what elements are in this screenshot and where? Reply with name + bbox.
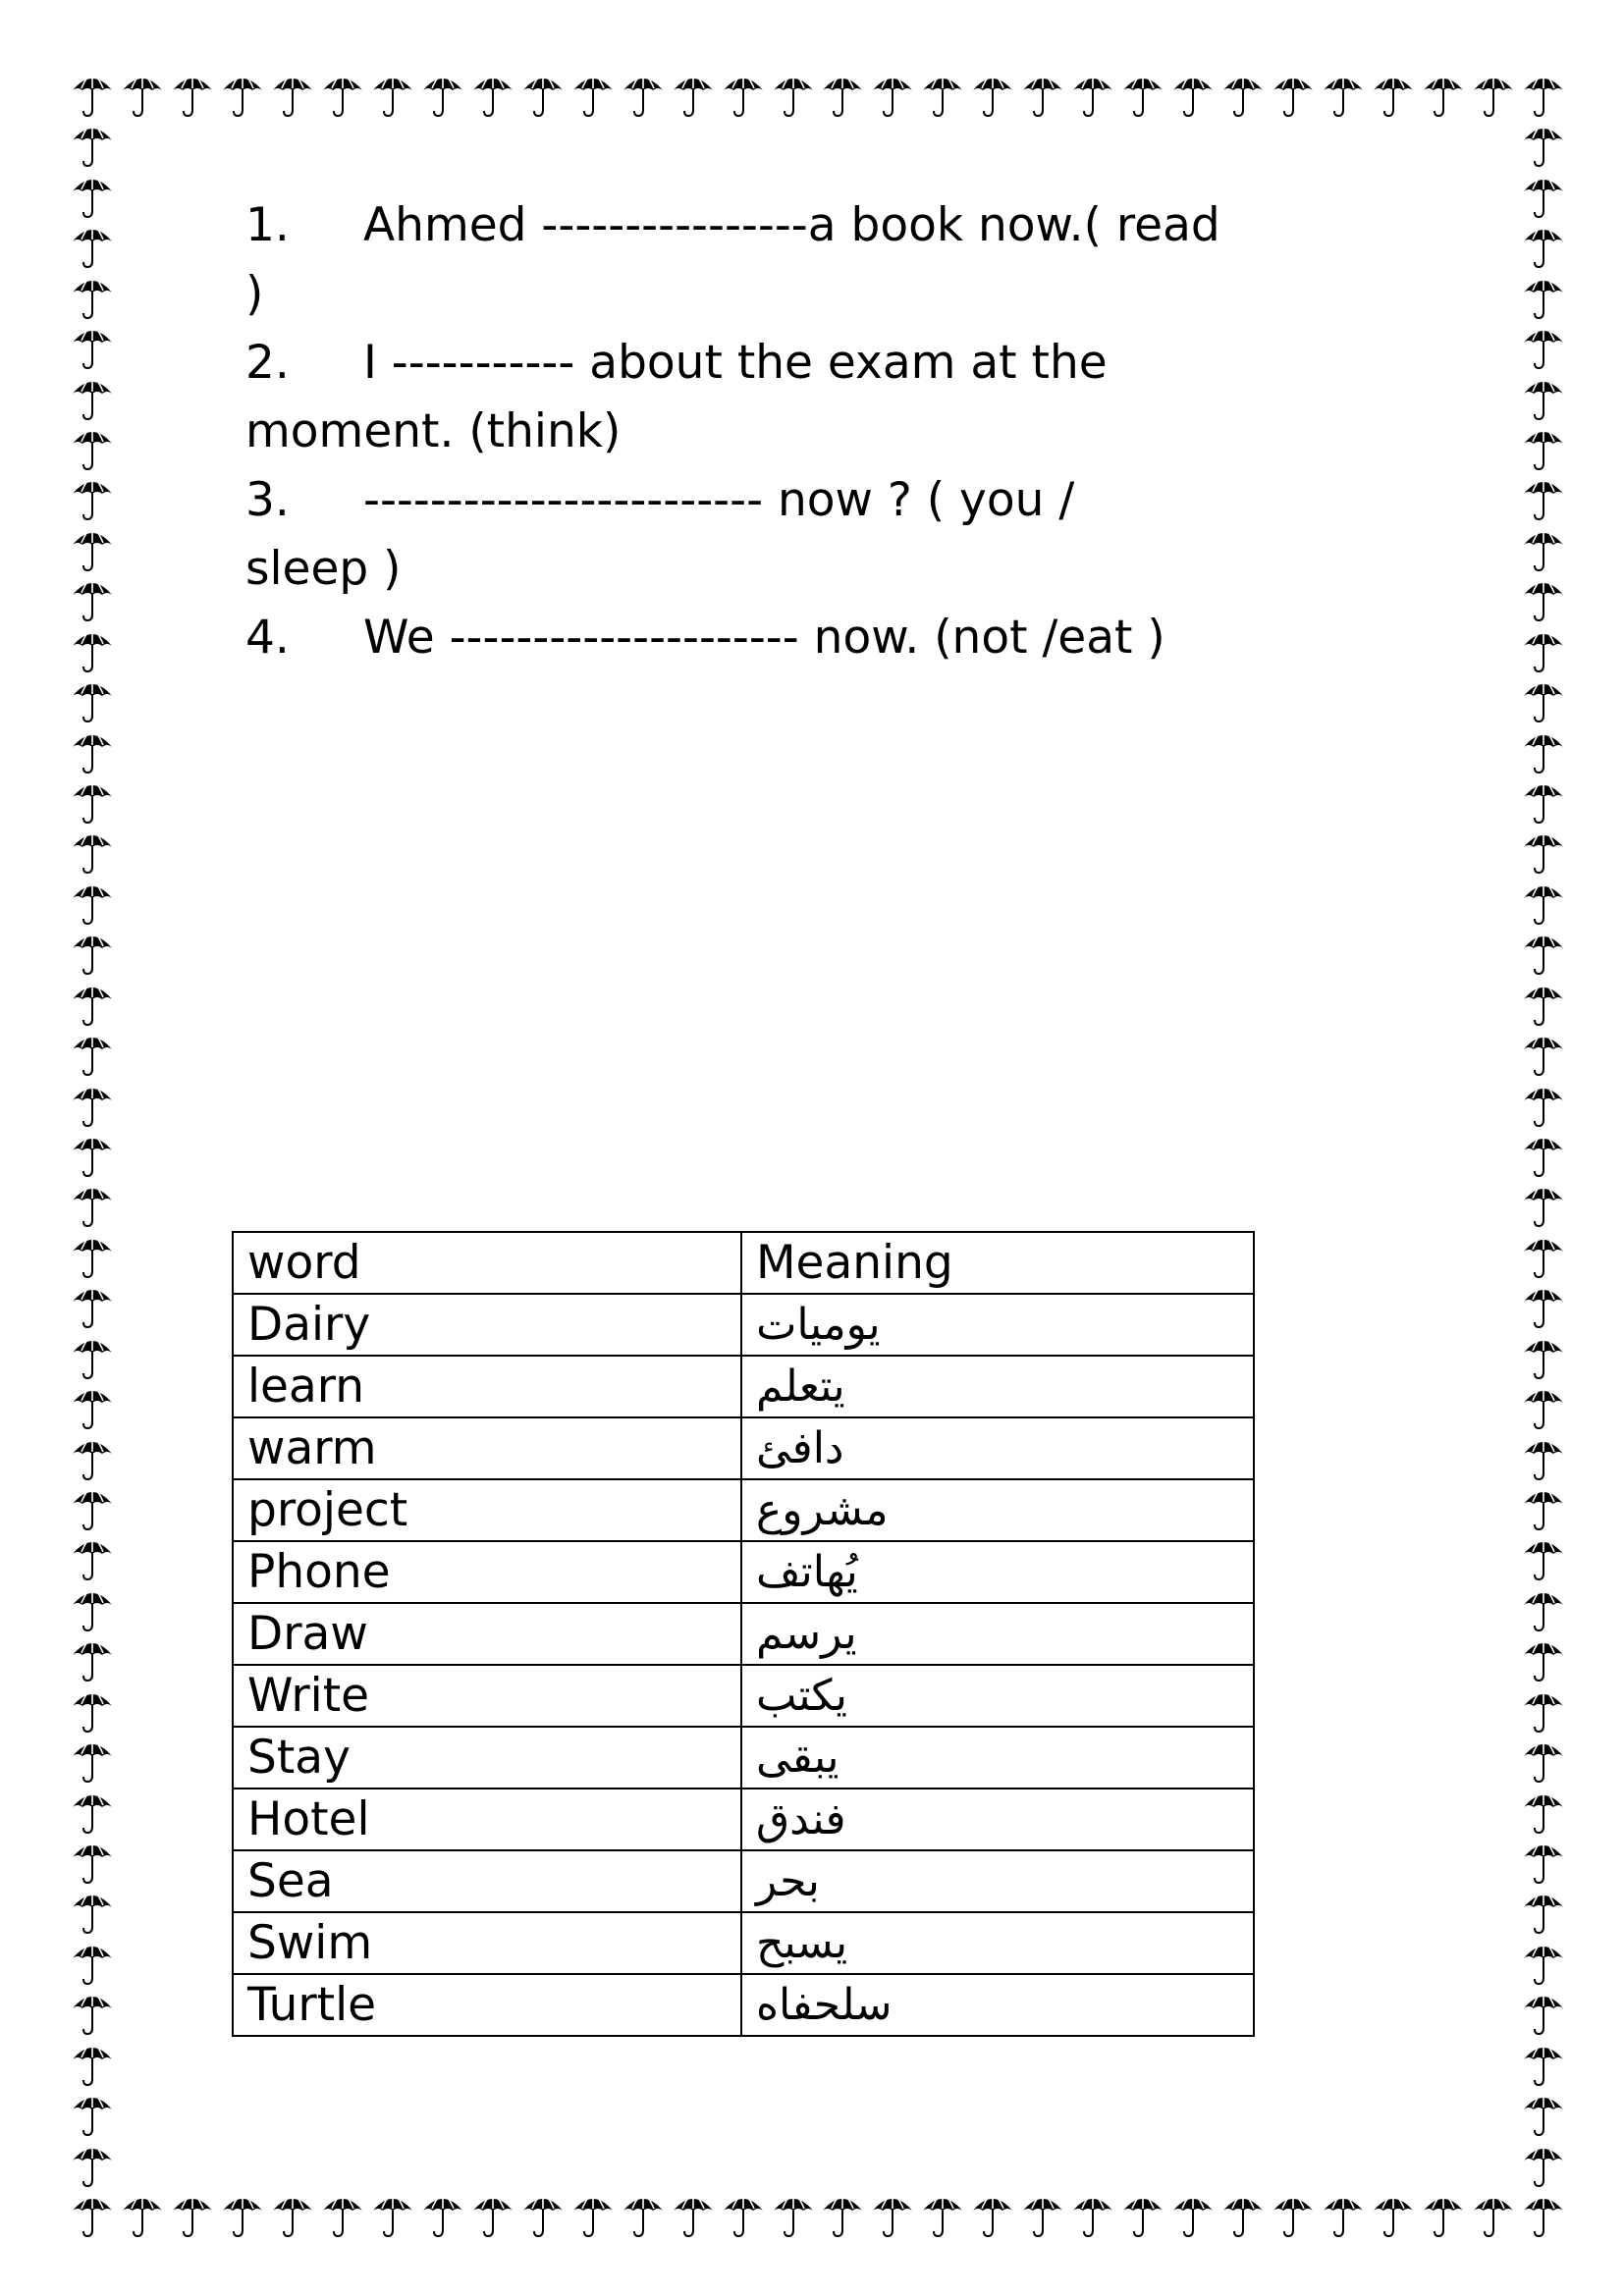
umbrella-icon xyxy=(1522,1230,1565,1281)
umbrella-icon xyxy=(871,69,914,120)
arabic-meaning: يبقى xyxy=(756,1733,839,1783)
umbrella-icon xyxy=(1522,372,1565,423)
arabic-meaning: سلحفاه xyxy=(756,1980,893,2030)
arabic-meaning: يتعلم xyxy=(756,1362,845,1412)
table-row xyxy=(233,1974,1254,2036)
umbrella-icon xyxy=(772,69,815,120)
umbrella-icon xyxy=(1522,2139,1565,2190)
umbrella-icon xyxy=(121,69,164,120)
umbrella-icon xyxy=(71,1230,114,1281)
table-row xyxy=(233,1356,1254,1417)
umbrella-icon xyxy=(71,1482,114,1533)
umbrella-icon xyxy=(622,2189,665,2240)
umbrella-icon xyxy=(71,69,114,120)
line-number: 1. xyxy=(245,198,290,252)
line-text: We --------------------- now. (not /eat ) xyxy=(363,611,1165,665)
word-cell: Draw xyxy=(233,1603,741,1665)
umbrella-icon xyxy=(1522,1331,1565,1382)
arabic-meaning: فندق xyxy=(756,1794,846,1844)
word-cell: Turtle xyxy=(233,1974,741,2036)
umbrella-icon xyxy=(71,170,114,221)
umbrella-icon xyxy=(1522,523,1565,574)
umbrella-icon xyxy=(1322,2189,1365,2240)
meaning-cell xyxy=(741,1356,1254,1417)
header-word: word xyxy=(233,1232,741,1294)
umbrella-icon xyxy=(71,1633,114,1684)
umbrella-icon xyxy=(71,1381,114,1432)
umbrella-icon xyxy=(1322,69,1365,120)
umbrella-icon xyxy=(1121,2189,1164,2240)
umbrella-icon xyxy=(1171,69,1215,120)
umbrella-icon xyxy=(1522,472,1565,523)
table-row xyxy=(233,1850,1254,1912)
umbrella-icon xyxy=(1372,2189,1415,2240)
umbrella-icon xyxy=(71,2189,114,2240)
umbrella-icon xyxy=(71,1886,114,1937)
umbrella-icon xyxy=(1522,1079,1565,1130)
exercise-line-2-cont xyxy=(245,398,1257,466)
umbrella-icon xyxy=(672,69,715,120)
umbrella-icon xyxy=(821,69,864,120)
umbrella-icon xyxy=(371,2189,414,2240)
umbrella-icon xyxy=(71,1836,114,1887)
table-row xyxy=(233,1417,1254,1479)
meaning-cell xyxy=(741,1789,1254,1850)
umbrella-icon xyxy=(1522,1987,1565,2038)
umbrella-icon xyxy=(371,69,414,120)
umbrella-icon xyxy=(71,372,114,423)
umbrella-icon xyxy=(871,2189,914,2240)
umbrella-icon xyxy=(821,2189,864,2240)
umbrella-icon xyxy=(1472,69,1515,120)
table-header-row xyxy=(233,1232,1254,1294)
umbrella-icon xyxy=(1171,2189,1215,2240)
line-text: I ----------- about the exam at the xyxy=(363,336,1108,390)
line-text: sleep ) xyxy=(245,542,402,596)
umbrella-icon xyxy=(1522,170,1565,221)
umbrella-icon xyxy=(71,674,114,725)
umbrella-icon xyxy=(571,69,615,120)
umbrella-icon xyxy=(1021,69,1064,120)
umbrella-icon xyxy=(1221,2189,1265,2240)
umbrella-icon xyxy=(71,1684,114,1735)
umbrella-icon xyxy=(71,1432,114,1483)
umbrella-icon xyxy=(921,69,964,120)
umbrella-icon xyxy=(1522,826,1565,877)
word-cell: Stay xyxy=(233,1727,741,1789)
umbrella-icon xyxy=(71,1331,114,1382)
word-cell: Phone xyxy=(233,1541,741,1603)
header-meaning: Meaning xyxy=(741,1232,1254,1294)
umbrella-icon xyxy=(71,321,114,372)
umbrella-icon xyxy=(1472,2189,1515,2240)
umbrella-icon xyxy=(71,271,114,322)
umbrella-icon xyxy=(71,472,114,523)
umbrella-icon xyxy=(1522,1432,1565,1483)
table-row xyxy=(233,1294,1254,1356)
umbrella-icon xyxy=(1121,69,1164,120)
umbrella-icon xyxy=(1522,573,1565,624)
word-cell: learn xyxy=(233,1356,741,1417)
umbrella-icon xyxy=(121,2189,164,2240)
umbrella-icon xyxy=(1522,927,1565,978)
umbrella-icon xyxy=(1522,1786,1565,1837)
meaning-cell xyxy=(741,1912,1254,1974)
umbrella-icon xyxy=(1522,1633,1565,1684)
meaning-cell xyxy=(741,1417,1254,1479)
meaning-cell xyxy=(741,1665,1254,1727)
umbrella-icon xyxy=(321,69,364,120)
umbrella-icon xyxy=(1522,1886,1565,1937)
umbrella-icon xyxy=(71,523,114,574)
umbrella-icon xyxy=(521,2189,565,2240)
table-row xyxy=(233,1665,1254,1727)
umbrella-icon xyxy=(1522,978,1565,1029)
umbrella-icon xyxy=(71,573,114,624)
umbrella-icon xyxy=(1522,1684,1565,1735)
umbrella-icon xyxy=(971,2189,1014,2240)
umbrella-icon xyxy=(1071,2189,1114,2240)
umbrella-icon xyxy=(1522,1280,1565,1331)
umbrella-icon xyxy=(71,422,114,473)
line-number: 2. xyxy=(245,336,290,390)
umbrella-icon xyxy=(221,69,264,120)
umbrella-icon xyxy=(321,2189,364,2240)
umbrella-icon xyxy=(221,2189,264,2240)
umbrella-icon xyxy=(722,2189,765,2240)
umbrella-icon xyxy=(622,69,665,120)
meaning-cell xyxy=(741,1541,1254,1603)
umbrella-icon xyxy=(1522,877,1565,928)
umbrella-icon xyxy=(1522,725,1565,776)
arabic-meaning: يسبح xyxy=(756,1918,848,1968)
umbrella-icon xyxy=(71,927,114,978)
umbrella-icon xyxy=(271,2189,314,2240)
umbrella-icon xyxy=(71,220,114,271)
arabic-meaning: يكتب xyxy=(756,1671,848,1721)
exercise-line-4 xyxy=(245,604,1257,672)
umbrella-icon xyxy=(1522,1381,1565,1432)
umbrella-icon xyxy=(71,1786,114,1837)
vocabulary-table xyxy=(232,1231,1255,2037)
umbrella-icon xyxy=(1422,2189,1465,2240)
umbrella-icon xyxy=(1522,1836,1565,1887)
meaning-cell xyxy=(741,1727,1254,1789)
umbrella-icon xyxy=(71,119,114,170)
umbrella-icon xyxy=(71,2139,114,2190)
exercise-line-2 xyxy=(245,329,1257,398)
umbrella-icon xyxy=(1522,69,1565,120)
meaning-cell xyxy=(741,1294,1254,1356)
umbrella-icon xyxy=(71,978,114,1029)
umbrella-icon xyxy=(421,69,464,120)
table-row xyxy=(233,1541,1254,1603)
word-cell: Hotel xyxy=(233,1789,741,1850)
word-cell: Swim xyxy=(233,1912,741,1974)
line-text: ------------------------ now ? ( you / xyxy=(363,473,1075,527)
table-row xyxy=(233,1479,1254,1541)
umbrella-icon xyxy=(971,69,1014,120)
word-cell: Dairy xyxy=(233,1294,741,1356)
umbrella-icon xyxy=(171,2189,214,2240)
umbrella-icon xyxy=(1522,220,1565,271)
umbrella-icon xyxy=(71,624,114,675)
umbrella-icon xyxy=(421,2189,464,2240)
arabic-meaning: مشروع xyxy=(756,1485,889,1535)
word-cell: Sea xyxy=(233,1850,741,1912)
umbrella-icon xyxy=(71,1735,114,1786)
umbrella-icon xyxy=(1272,2189,1315,2240)
umbrella-icon xyxy=(471,2189,514,2240)
umbrella-icon xyxy=(1522,674,1565,725)
umbrella-icon xyxy=(772,2189,815,2240)
word-cell: Write xyxy=(233,1665,741,1727)
arabic-meaning: دافئ xyxy=(756,1423,844,1473)
table-row xyxy=(233,1727,1254,1789)
exercise-list xyxy=(245,191,1257,672)
umbrella-icon xyxy=(71,775,114,827)
umbrella-icon xyxy=(1522,2189,1565,2240)
umbrella-icon xyxy=(1522,271,1565,322)
meaning-cell xyxy=(741,1850,1254,1912)
umbrella-icon xyxy=(71,1079,114,1130)
table-row xyxy=(233,1912,1254,1974)
umbrella-icon xyxy=(71,1987,114,2038)
exercise-line-1-cont xyxy=(245,260,1257,329)
umbrella-icon xyxy=(1522,119,1565,170)
umbrella-icon xyxy=(1071,69,1114,120)
umbrella-icon xyxy=(1522,1735,1565,1786)
umbrella-icon xyxy=(71,826,114,877)
umbrella-icon xyxy=(171,69,214,120)
umbrella-icon xyxy=(1522,1532,1565,1583)
table-row xyxy=(233,1603,1254,1665)
umbrella-icon xyxy=(1522,775,1565,827)
umbrella-icon xyxy=(1522,1482,1565,1533)
umbrella-icon xyxy=(1522,1179,1565,1230)
umbrella-icon xyxy=(672,2189,715,2240)
umbrella-icon xyxy=(521,69,565,120)
umbrella-icon xyxy=(1522,624,1565,675)
exercise-line-3 xyxy=(245,466,1257,535)
umbrella-icon xyxy=(71,1179,114,1230)
umbrella-icon xyxy=(71,877,114,928)
umbrella-icon xyxy=(1272,69,1315,120)
line-number: 3. xyxy=(245,473,290,527)
arabic-meaning: يرسم xyxy=(756,1609,857,1659)
arabic-meaning: يوميات xyxy=(756,1300,881,1350)
umbrella-icon xyxy=(71,1129,114,1180)
umbrella-icon xyxy=(71,1028,114,1079)
word-cell: warm xyxy=(233,1417,741,1479)
umbrella-icon xyxy=(722,69,765,120)
umbrella-icon xyxy=(71,1280,114,1331)
umbrella-icon xyxy=(1522,2038,1565,2089)
umbrella-icon xyxy=(1021,2189,1064,2240)
word-cell: project xyxy=(233,1479,741,1541)
arabic-meaning: يُهاتف xyxy=(756,1547,858,1597)
umbrella-icon xyxy=(571,2189,615,2240)
umbrella-icon xyxy=(71,2038,114,2089)
umbrella-icon xyxy=(1422,69,1465,120)
arabic-meaning: بحر xyxy=(756,1856,820,1906)
meaning-cell xyxy=(741,1603,1254,1665)
line-text: Ahmed ----------------a book now.( read xyxy=(363,198,1220,252)
table-row xyxy=(233,1789,1254,1850)
umbrella-icon xyxy=(1522,1583,1565,1634)
umbrella-icon xyxy=(1522,2088,1565,2139)
umbrella-icon xyxy=(1522,1937,1565,1988)
line-text: ) xyxy=(245,267,264,321)
umbrella-icon xyxy=(1522,321,1565,372)
meaning-cell xyxy=(741,1974,1254,2036)
umbrella-icon xyxy=(71,1937,114,1988)
umbrella-icon xyxy=(1522,422,1565,473)
umbrella-icon xyxy=(71,725,114,776)
umbrella-icon xyxy=(71,2088,114,2139)
umbrella-icon xyxy=(921,2189,964,2240)
umbrella-icon xyxy=(1522,1129,1565,1180)
umbrella-icon xyxy=(471,69,514,120)
line-number: 4. xyxy=(245,611,290,665)
umbrella-icon xyxy=(1522,1028,1565,1079)
umbrella-icon xyxy=(1221,69,1265,120)
umbrella-icon xyxy=(71,1583,114,1634)
umbrella-icon xyxy=(71,1532,114,1583)
exercise-line-1 xyxy=(245,191,1257,260)
exercise-line-3-cont xyxy=(245,535,1257,604)
line-text: moment. (think) xyxy=(245,404,622,458)
meaning-cell xyxy=(741,1479,1254,1541)
umbrella-icon xyxy=(1372,69,1415,120)
umbrella-icon xyxy=(271,69,314,120)
